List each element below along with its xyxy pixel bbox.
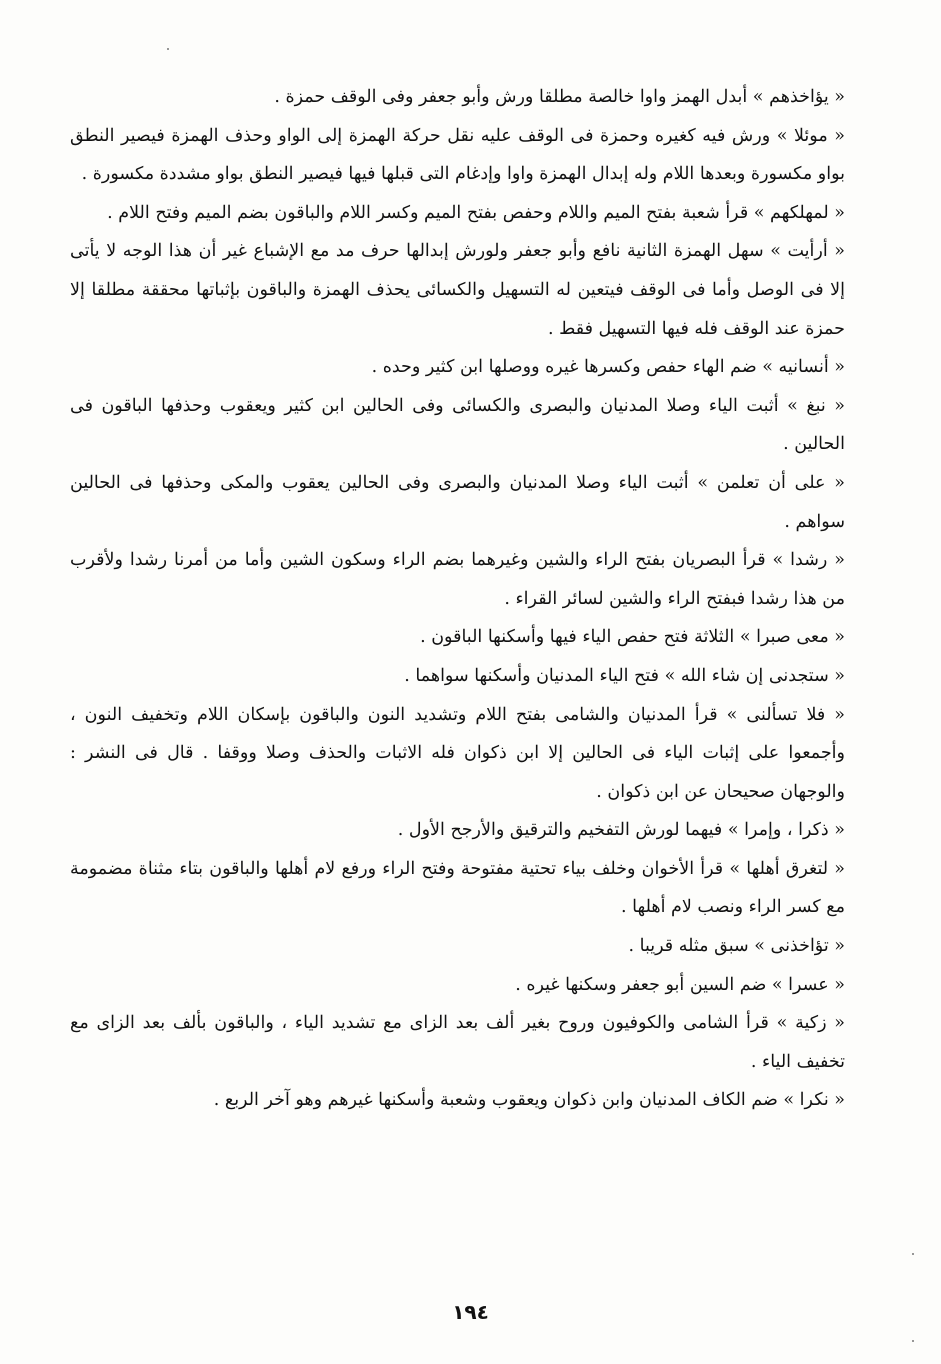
paragraph-6: « نبغ » أثبت الياء وصلا المدنيان والبصرى والكسائى وفى الحالين ابن كثير ويعقوب وحذفها الباقون فى الحالين . <box>70 395 845 455</box>
paragraph-12: « ذكرا ، وإمرا » فيهما لورش التفخيم والترقيق والأرجح الأول . <box>397 820 845 841</box>
paragraph-15: « عسرا » ضم السين أبو جعفر وسكنها غيره . <box>515 974 845 995</box>
paragraph-9: « معى صبرا » الثلاثة فتح حفص الياء فيها وأسكنها الباقون . <box>420 627 845 648</box>
page-body-text <box>70 78 845 1120</box>
paragraph-8: « رشدا » قرأ البصريان بفتح الراء والشين وغيرهما بضم الراء وسكون الشين وأما من أمرنا رشدا ولأقرب من هذا رشدا فبفتح الراء والشين لسائر القراء . <box>70 550 845 609</box>
scan-speck <box>912 1253 914 1255</box>
paragraph-1: « يؤاخذهم » أبدل الهمز واوا خالصة مطلقا ورش وأبو جعفر وفى الوقف حمزة . <box>274 87 845 107</box>
page-number: ١٩٤ <box>452 1300 489 1324</box>
scan-speck <box>912 1340 914 1342</box>
scan-speck <box>167 48 169 50</box>
paragraph-7: « على أن تعلمن » أثبت الياء وصلا المدنيان والبصرى وفى الحالين يعقوب والمكى وحذفها فى الحالين سواهم . <box>70 472 845 532</box>
paragraph-17: « نكرا » ضم الكاف المدنيان وابن ذكوان ويعقوب وشعبة وأسكنها غيرهم وهو آخر الربع . <box>213 1090 845 1111</box>
paragraph-11: « فلا تسألنى » قرأ المدنيان والشامى بفتح اللام وتشديد النون والباقون بإسكان اللام وتخفيف النون ، وأجمعوا على إثبات الياء فى الحالين إلا ابن ذكوان فله الاثبات والحذف وصلا ووقفا . قال فى النشر : والوجهان صحيحان عن ابن ذكوان . <box>70 704 845 802</box>
paragraph-13: « لتغرق أهلها » قرأ الأخوان وخلف بياء تحتية مفتوحة وفتح الراء ورفع لام أهلها والباقون بتاء مثناة مضمومة مع كسر الراء ونصب لام أهلها . <box>70 858 845 918</box>
paragraph-3: « لمهلكهم » قرأ شعبة بفتح الميم واللام وحفص بفتح الميم وكسر اللام والباقون بضم الميم وفتح اللام . <box>107 202 845 223</box>
paragraph-14: « تؤاخذنى » سبق مثله قريبا . <box>628 936 845 957</box>
paragraph-16: « زكية » قرأ الشامى والكوفيون وروح بغير ألف بعد الزاى مع تشديد الياء ، والباقون بألف بعد الزاى مع تخفيف الياء . <box>70 1013 845 1072</box>
paragraph-2: « موئلا » ورش فيه كغيره وحمزة فى الوقف عليه نقل حركة الهمزة إلى الواو وحذف الهمزة فيصير النطق بواو مكسورة وبعدها اللام وله إبدال الهمزة واوا وإدغام التى قبلها فيها فيصير النطق بواو مشددة مكسورة . <box>70 125 845 185</box>
paragraph-4: « أرأيت » سهل الهمزة الثانية نافع وأبو جعفر ولورش إبدالها حرف مد مع الإشباع غير أن هذا الوجه لا يأتى إلا فى الوصل وأما فى الوقف فيتعين له التسهيل والكسائى يحذف الهمزة والباقون بإثباتها محققة مطلقا إلا حمزة عند الوقف فله فيها التسهيل فقط . <box>70 241 845 339</box>
paragraph-10: « ستجدنى إن شاء الله » فتح الياء المدنيان وأسكنها سواهما . <box>404 665 845 686</box>
paragraph-5: « أنسانيه » ضم الهاء حفص وكسرها غيره ووصلها ابن كثير وحده . <box>371 357 845 378</box>
